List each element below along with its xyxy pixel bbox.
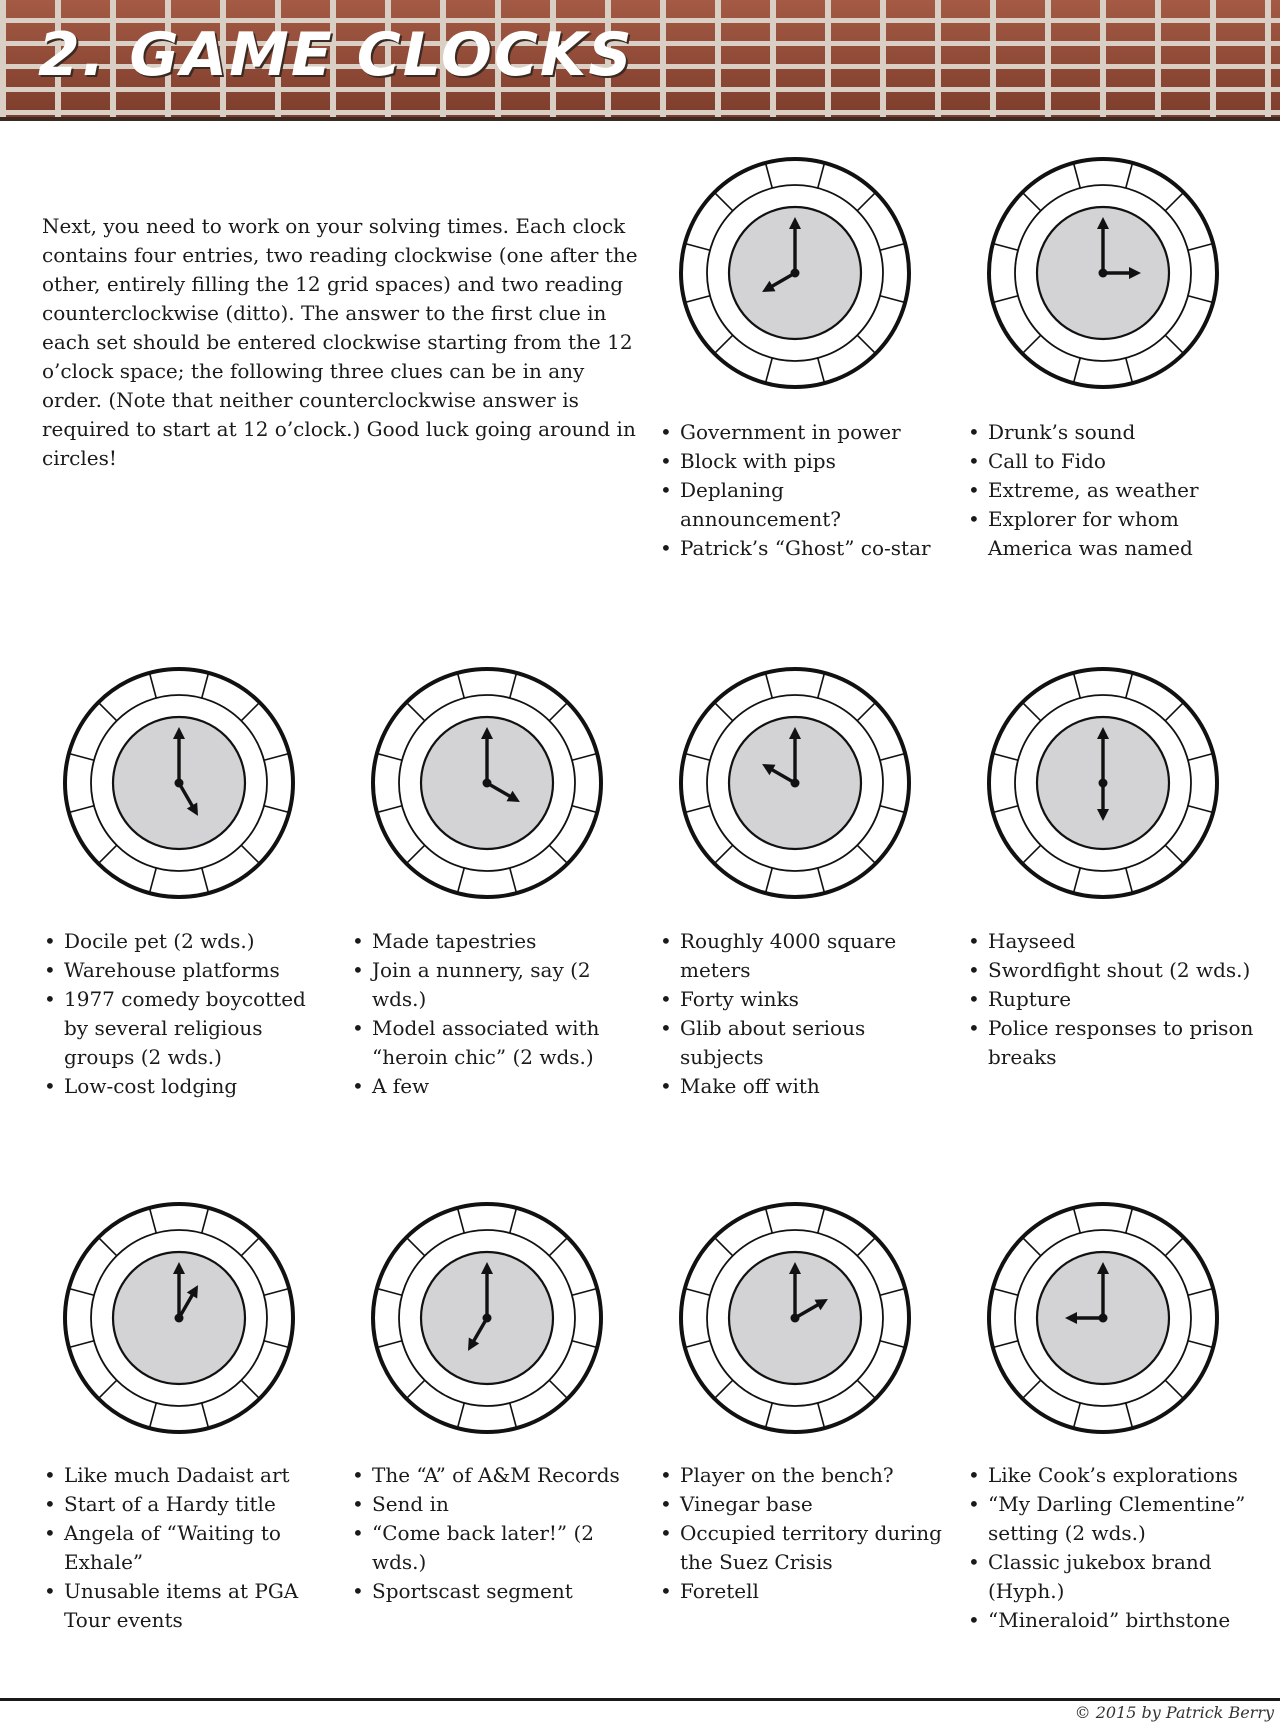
clock-1	[677, 155, 913, 391]
clue: • Hayseed	[966, 927, 1266, 956]
clue: • Extreme, as weather	[966, 476, 1266, 505]
clue: • Glib about serious subjects	[658, 1014, 948, 1072]
clue: • Police responses to prison breaks	[966, 1014, 1266, 1072]
clue-list-8	[350, 1461, 640, 1606]
clock-3	[61, 665, 297, 901]
instructions-text: Next, you need to work on your solving times. Each clock contains four entries, two reading clockwise (one after the other, entirely filling the 12 grid spaces) and two reading counterclockwise (ditto). The answer to the first clue in each set should be entered clockwise starting from the 12 o’clock space; the following three clues can be in any order. (Note that neither counterclockwise answer is required to start at 12 o’clock.) Good luck going around in circles!	[42, 214, 638, 470]
clock-8	[369, 1200, 605, 1436]
clock-center-pin	[791, 1314, 800, 1323]
footer-divider	[0, 1698, 1280, 1701]
clue: • Docile pet (2 wds.)	[42, 927, 332, 956]
copyright: © 2015 by Patrick Berry	[1074, 1703, 1274, 1722]
clue: • Rupture	[966, 985, 1266, 1014]
clue-list-1	[658, 418, 948, 563]
clue: • Made tapestries	[350, 927, 640, 956]
clue: • Swordfight shout (2 wds.)	[966, 956, 1266, 985]
clue: • “Mineraloid” birthstone	[966, 1606, 1266, 1635]
clue: • “Come back later!” (2 wds.)	[350, 1519, 640, 1577]
clock-7	[61, 1200, 297, 1436]
clock-5	[677, 665, 913, 901]
clue: • Foretell	[658, 1577, 948, 1606]
clue: • Low-cost lodging	[42, 1072, 332, 1101]
clue: • Unusable items at PGA Tour events	[42, 1577, 332, 1635]
clue: • Like much Dadaist art	[42, 1461, 332, 1490]
clue: • Join a nunnery, say (2 wds.)	[350, 956, 640, 1014]
clue-list-2	[966, 418, 1266, 563]
clue: • Explorer for whom America was named	[966, 505, 1266, 563]
clue-list-4	[350, 927, 640, 1101]
clue-list-3	[42, 927, 332, 1101]
clue: • Like Cook’s explorations	[966, 1461, 1266, 1490]
clue: • Occupied territory during the Suez Crisis	[658, 1519, 948, 1577]
clue: • Call to Fido	[966, 447, 1266, 476]
clock-6	[985, 665, 1221, 901]
clue: • Forty winks	[658, 985, 948, 1014]
clue: • Vinegar base	[658, 1490, 948, 1519]
clue: • Send in	[350, 1490, 640, 1519]
clock-center-pin	[1099, 1314, 1108, 1323]
page-title: 2. GAME CLOCKS	[38, 20, 634, 90]
clue: • Government in power	[658, 418, 948, 447]
brick-banner	[0, 0, 1280, 121]
clock-center-pin	[175, 779, 184, 788]
clue: • Warehouse platforms	[42, 956, 332, 985]
clue: • Angela of “Waiting to Exhale”	[42, 1519, 332, 1577]
clue: • Classic jukebox brand (Hyph.)	[966, 1548, 1266, 1606]
clue: • Drunk’s sound	[966, 418, 1266, 447]
clock-center-pin	[175, 1314, 184, 1323]
clock-4	[369, 665, 605, 901]
clue: • 1977 comedy boycotted by several religious groups (2 wds.)	[42, 985, 332, 1072]
clock-center-pin	[483, 1314, 492, 1323]
clue: • Roughly 4000 square meters	[658, 927, 948, 985]
clue: • Make off with	[658, 1072, 948, 1101]
clock-9	[677, 1200, 913, 1436]
clue-list-5	[658, 927, 948, 1101]
clue-list-10	[966, 1461, 1266, 1635]
clock-center-pin	[1099, 779, 1108, 788]
clock-10	[985, 1200, 1221, 1436]
clock-center-pin	[791, 269, 800, 278]
clue-list-6	[966, 927, 1266, 1072]
clue: • “My Darling Clementine” setting (2 wds.)	[966, 1490, 1266, 1548]
clock-2	[985, 155, 1221, 391]
clue: • A few	[350, 1072, 640, 1101]
clue: • The “A” of A&M Records	[350, 1461, 640, 1490]
clue: • Start of a Hardy title	[42, 1490, 332, 1519]
clue: • Player on the bench?	[658, 1461, 948, 1490]
clock-center-pin	[483, 779, 492, 788]
clue: • Patrick’s “Ghost” co-star	[658, 534, 948, 563]
clue: • Sportscast segment	[350, 1577, 640, 1606]
clue: • Deplaning announcement?	[658, 476, 948, 534]
clue-list-9	[658, 1461, 948, 1606]
clue: • Block with pips	[658, 447, 948, 476]
clue: • Model associated with “heroin chic” (2 wds.)	[350, 1014, 640, 1072]
clock-center-pin	[791, 779, 800, 788]
clue-list-7	[42, 1461, 332, 1635]
clock-center-pin	[1099, 269, 1108, 278]
